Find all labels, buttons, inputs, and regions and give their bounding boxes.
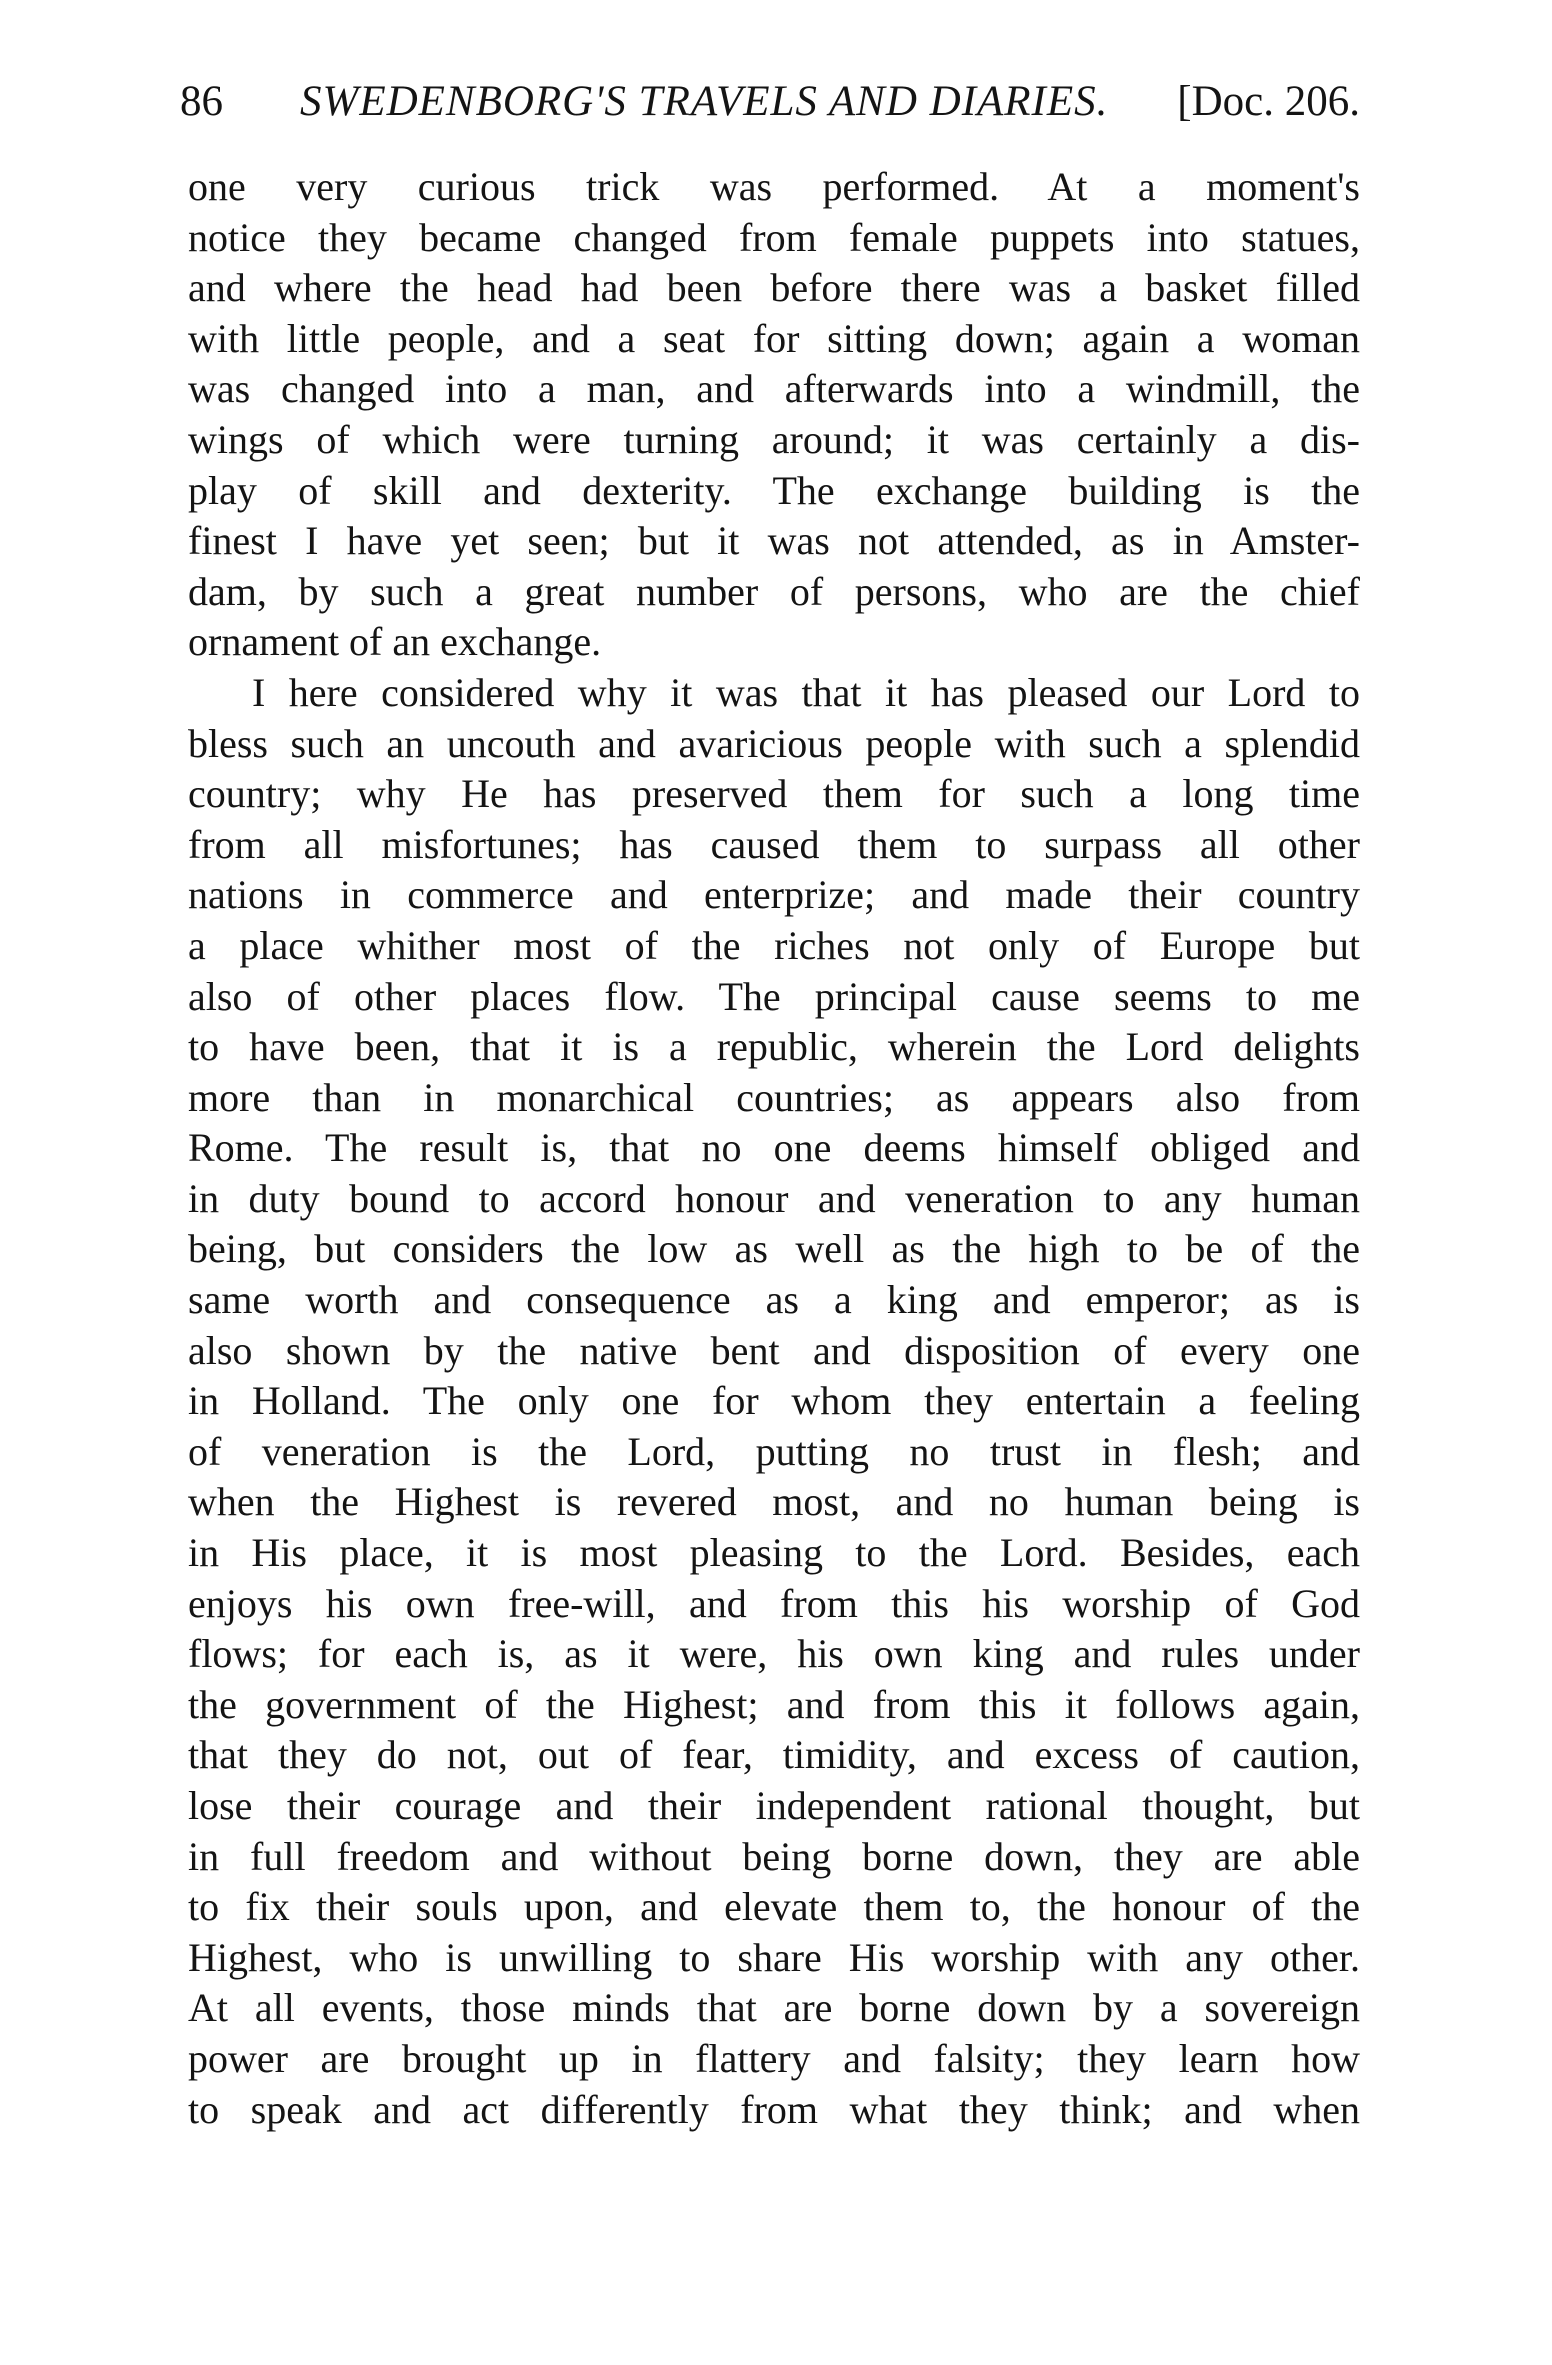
text-line: flows; for each is, as it were, his own king and rules under	[188, 1631, 1360, 1677]
text-line: of veneration is the Lord, putting no trust in flesh; and	[188, 1428, 1360, 1474]
text-line: and where the head had been before there was a basket filled	[188, 265, 1360, 311]
page-number: 86	[180, 78, 223, 125]
text-line: finest I have yet seen; but it was not attended, as in Amster-	[188, 518, 1360, 564]
text-line: power are brought up in flattery and falsity; they learn how	[188, 2035, 1360, 2081]
text-line: a place whither most of the riches not only of Europe but	[188, 922, 1360, 968]
text-line: being, but considers the low as well as the high to be of the	[188, 1226, 1360, 1272]
text-line: to have been, that it is a republic, wherein the Lord delights	[188, 1024, 1360, 1070]
text-line: in His place, it is most pleasing to the Lord. Besides, each	[188, 1530, 1360, 1576]
text-line: play of skill and dexterity. The exchange building is the	[188, 467, 1360, 513]
text-line: nations in commerce and enterprize; and made their country	[188, 872, 1360, 918]
body-text	[188, 162, 1360, 2135]
text-line: that they do not, out of fear, timidity, and excess of caution,	[188, 1732, 1360, 1778]
running-header	[180, 72, 1360, 132]
text-line: from all misfortunes; has caused them to surpass all other	[188, 821, 1360, 867]
text-line: when the Highest is revered most, and no human being is	[188, 1479, 1360, 1525]
text-line: lose their courage and their independent rational thought, but	[188, 1783, 1360, 1828]
text-line: one very curious trick was performed. At a moment's	[188, 164, 1360, 209]
paragraph-first-line: I here considered why it was that it has pleased our Lord to	[252, 669, 1360, 715]
text-line: wings of which were turning around; it was certainly a dis-	[188, 416, 1360, 462]
text-line: more than in monarchical countries; as appears also from	[188, 1074, 1360, 1120]
text-line: in Holland. The only one for whom they entertain a feeling	[188, 1378, 1360, 1424]
text-line: in duty bound to accord honour and veneration to any human	[188, 1175, 1360, 1221]
text-line: enjoys his own free-will, and from this his worship of God	[188, 1580, 1360, 1626]
text-line: with little people, and a seat for sitting down; again a woman	[188, 315, 1360, 361]
text-line: notice they became changed from female puppets into statues,	[188, 214, 1360, 260]
text-line: same worth and consequence as a king and emperor; as is	[188, 1277, 1360, 1323]
text-line: was changed into a man, and afterwards into a windmill, the	[188, 366, 1360, 412]
text-line: At all events, those minds that are borne down by a sovereign	[188, 1985, 1360, 2031]
text-line: to fix their souls upon, and elevate them to, the honour of the	[188, 1884, 1360, 1930]
text-line: bless such an uncouth and avaricious people with such a splendid	[188, 720, 1360, 766]
document-reference: [Doc. 206.	[1177, 78, 1360, 125]
text-line: dam, by such a great number of persons, who are the chief	[188, 568, 1360, 614]
text-line: Rome. The result is, that no one deems himself obliged and	[188, 1125, 1360, 1171]
running-title: SWEDENBORG'S TRAVELS AND DIARIES.	[300, 78, 1109, 125]
text-line: ornament of an exchange.	[188, 619, 602, 665]
text-line: also of other places flow. The principal cause seems to me	[188, 973, 1360, 1019]
text-line: to speak and act differently from what they think; and when	[188, 2086, 1360, 2132]
text-line: Highest, who is unwilling to share His worship with any other.	[188, 1934, 1360, 1980]
text-line: also shown by the native bent and disposition of every one	[188, 1327, 1360, 1373]
text-line: in full freedom and without being borne down, they are able	[188, 1833, 1360, 1879]
text-line: country; why He has preserved them for such a long time	[188, 771, 1360, 817]
text-line: the government of the Highest; and from this it follows again,	[188, 1681, 1360, 1727]
